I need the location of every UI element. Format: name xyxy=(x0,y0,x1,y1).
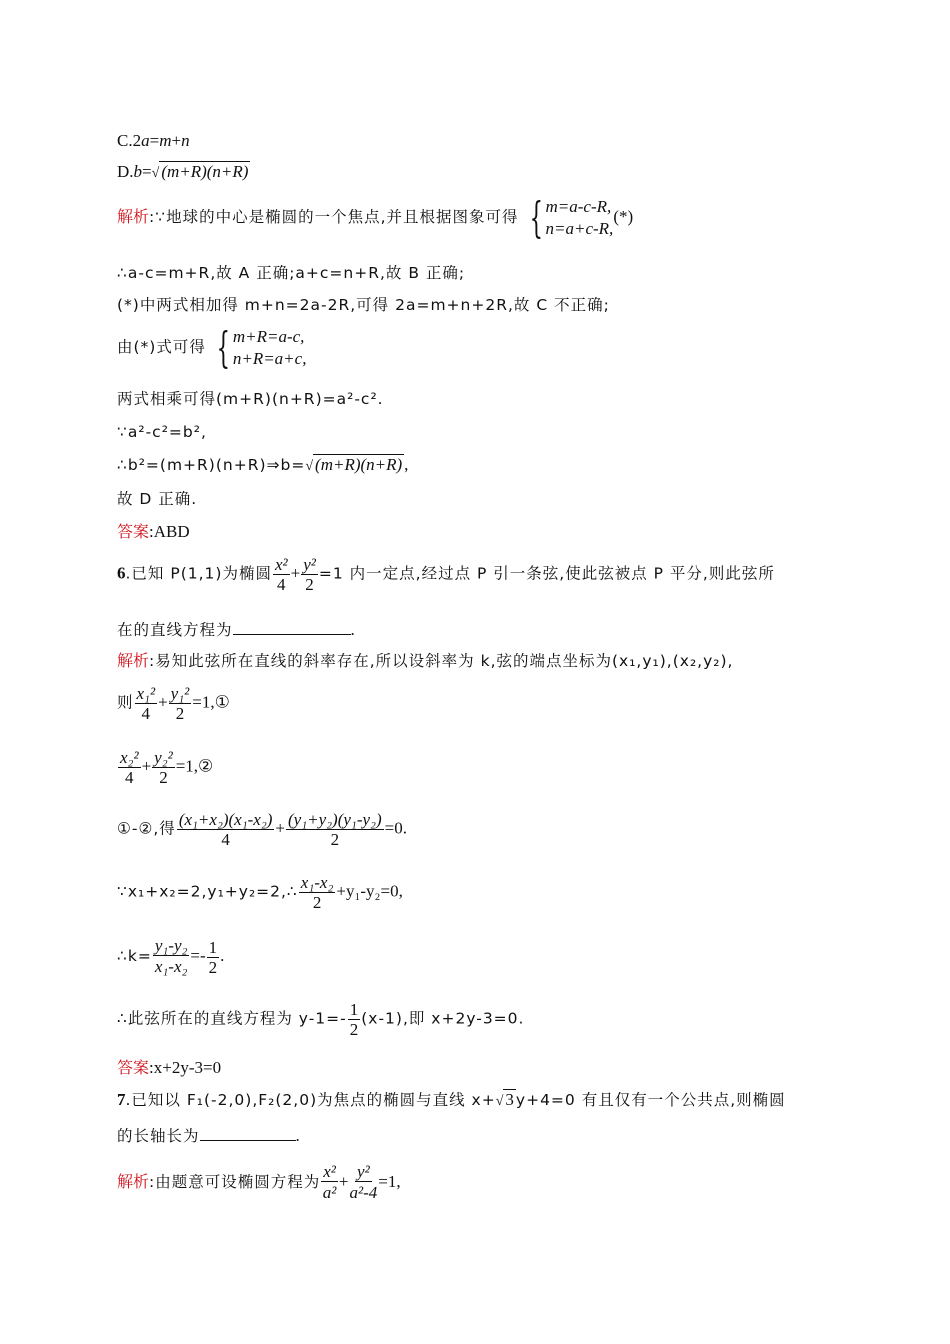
answer-blank[interactable] xyxy=(200,1124,296,1141)
answer-6: 答案:x+2y-3=0 xyxy=(117,1058,222,1077)
solution-1-line-1: 解析:∵地球的中心是椭圆的一个焦点,并且根据图象可得 { m=a-c-R, n=a+c-R, (*) xyxy=(117,193,634,242)
answer-1: 答案:ABD xyxy=(117,522,190,541)
left-brace-icon: { xyxy=(216,323,231,372)
fraction: $\frac{1}{2}$ xyxy=(208,937,218,977)
fraction: $\frac{\text{x₁²}}{4}$ xyxy=(136,684,156,723)
fraction: $\frac{\text{x₂²}}{4}$ xyxy=(120,748,139,787)
solution-7-line-1: 解析:由题意可设椭圆方程为 $\frac{\text{x²}}{\text{a²}}$ + $\frac{\text{y²}}{\text{a²-4}}$ =1, xyxy=(117,1162,401,1202)
question-6-line-2: 在的直线方程为 . xyxy=(117,620,355,639)
fraction: $\frac{\text{y₁²}}{2}$ xyxy=(170,684,190,723)
left-brace-icon: { xyxy=(529,193,543,242)
solution-6-line-1: 解析:易知此弦所在直线的斜率存在,所以设斜率为 k,弦的端点坐标为(x₁,y₁),(x₂,y₂), xyxy=(117,651,734,670)
solution-6-line-4: ①-②,得 $\frac{\text{(x₁+x₂)(x₁-x₂)}}{4}$ + $\frac{\text{(y₁+y₂)(y₁-y₂)}}{2}$ =0. xyxy=(117,810,407,849)
question-7-line-2: 的长轴长为 . xyxy=(117,1126,300,1145)
fraction: $\frac{\text{y²}}{2}$ xyxy=(303,555,316,594)
fraction: $\frac{1}{2}$ xyxy=(349,1000,359,1039)
fraction: $\frac{\text{(x₁+x₂)(x₁-x₂)}}{4}$ xyxy=(178,810,273,849)
solution-6-line-2: 则 $\frac{\text{x₁²}}{4}$ + $\frac{\text{y₁²}}{2}$ =1,① xyxy=(117,684,230,723)
option-d: D.b=√ (m+R)(n+R) xyxy=(117,162,249,181)
solution-1-line-6: ∵a²-c²=b², xyxy=(117,423,207,441)
radical-icon: √ xyxy=(495,1094,504,1109)
answer-tag: 答案 xyxy=(117,1058,150,1077)
equation-system-2: { m+R=a-c, n+R=a+c, xyxy=(216,323,307,372)
solution-tag: 解析 xyxy=(117,651,150,670)
solution-1-line-3: (*)中两式相加得 m+n=2a-2R,可得 2a=m+n+2R,故 C 不正确; xyxy=(117,296,610,314)
question-7-line-1: 7.已知以 F₁(-2,0),F₂(2,0)为焦点的椭圆与直线 x+√ 3 y+4=0 有且仅有一个公共点,则椭圆 xyxy=(117,1090,786,1109)
question-number: 6 xyxy=(117,563,126,583)
solution-tag: 解析 xyxy=(117,1171,150,1191)
fraction: $\frac{\text{x²}}{\text{a²}}$ xyxy=(322,1162,337,1202)
option-c-label: C. xyxy=(117,131,133,150)
solution-1-line-7: ∴b²=(m+R)(n+R)⇒b=√ (m+R)(n+R) , xyxy=(117,455,409,474)
answer-blank[interactable] xyxy=(233,618,351,635)
option-d-label: D. xyxy=(117,162,134,181)
question-number: 7 xyxy=(117,1090,126,1109)
solution-1-line-2: ∴a-c=m+R,故 A 正确;a+c=n+R,故 B 正确; xyxy=(117,264,466,282)
solution-6-line-5: ∵x₁+x₂=2,y₁+y₂=2,∴ $\frac{\text{x₁-x₂}}{2}$ +y₁-y₂=0, xyxy=(117,873,403,912)
fraction: $\frac{\text{y₂²}}{2}$ xyxy=(154,748,173,787)
option-c: C.2a=m+n xyxy=(117,131,190,150)
fraction: $\frac{\text{y₁-y₂}}{\text{x₁-x₂}}$ xyxy=(154,936,188,976)
solution-1-line-5: 两式相乘可得(m+R)(n+R)=a²-c². xyxy=(117,390,384,408)
radical-icon: √ xyxy=(305,459,314,474)
solution-6-line-7: ∴此弦所在的直线方程为 y-1=- $\frac{1}{2}$ (x-1),即 x+2y-3=0. xyxy=(117,1000,525,1039)
fraction: $\frac{\text{(y₁+y₂)(y₁-y₂)}}{2}$ xyxy=(288,810,382,849)
fraction: $\frac{\text{x²}}{4}$ xyxy=(274,555,288,594)
option-d-root: (m+R)(n+R) xyxy=(161,162,249,181)
solution-6-line-3: $\frac{\text{x₂²}}{4}$ + $\frac{\text{y₂²}}{2}$ =1,② xyxy=(120,748,214,787)
solution-1-line-8: 故 D 正确. xyxy=(117,490,198,508)
solution-tag: 解析 xyxy=(117,206,150,226)
fraction: $\frac{\text{y²}}{\text{a²-4}}$ xyxy=(349,1162,378,1202)
fraction: $\frac{\text{x₁-x₂}}{2}$ xyxy=(300,873,334,912)
question-6-line-1: 6.已知 P(1,1)为椭圆 $\frac{\text{x²}}{4}$ + $\frac{\text{y²}}{2}$ =1 内一定点,经过点 P 引一条弦,使此弦被点 P 平分,则此弦所 xyxy=(117,555,775,594)
solution-1-line-4: 由(*)式可得 { m+R=a-c, n+R=a+c, xyxy=(117,323,307,372)
equation-system-1: { m=a-c-R, n=a+c-R, xyxy=(529,193,614,242)
radical-icon: √ xyxy=(151,166,160,181)
answer-tag: 答案 xyxy=(117,522,150,541)
solution-6-line-6: ∴k= $\frac{\text{y₁-y₂}}{\text{x₁-x₂}}$ =- $\frac{1}{2}$ . xyxy=(117,936,225,977)
